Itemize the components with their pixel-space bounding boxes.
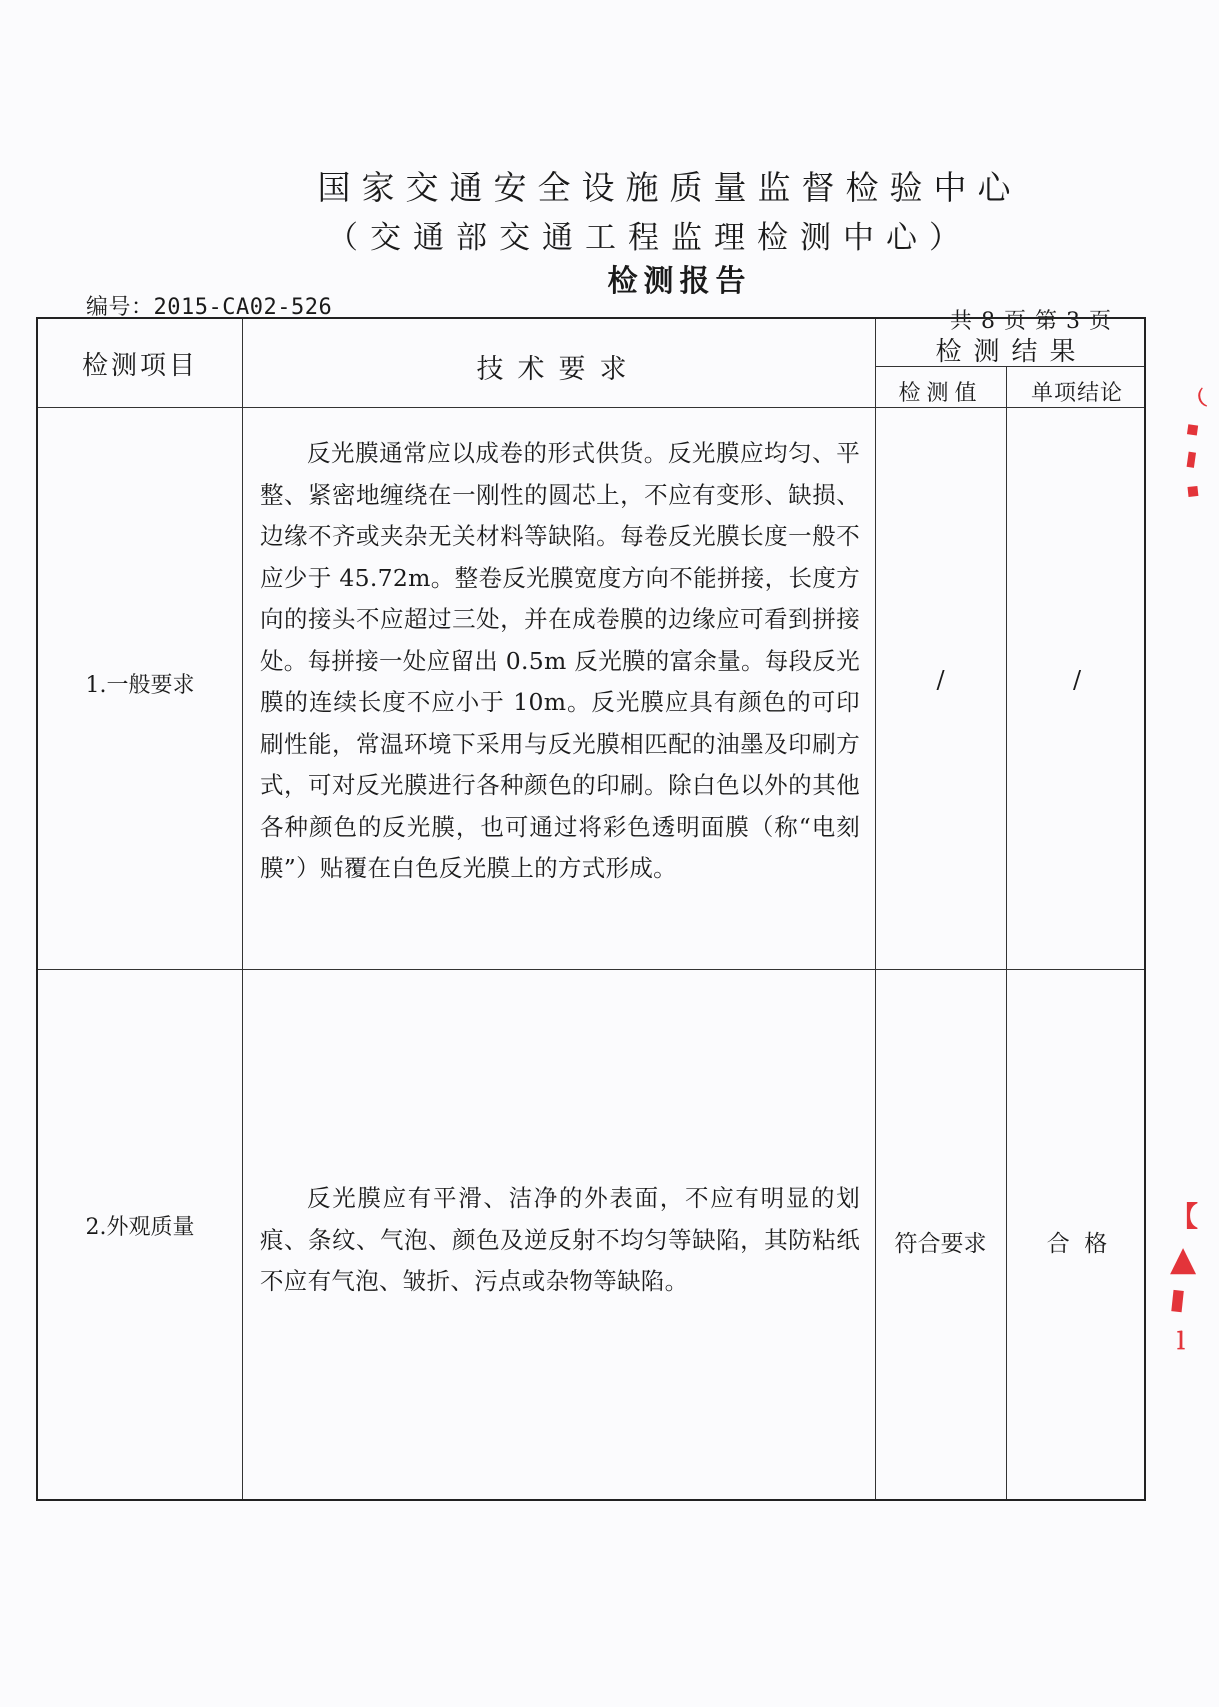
header-technical-requirements: 技术要求 xyxy=(476,354,641,385)
row-2-requirement: 反光膜应有平滑、洁净的外表面，不应有明显的划痕、条纹、气泡、颜色及逆反射不均匀等缺陷，其防粘纸不应有气泡、皱折、污点或杂物等缺陷。 xyxy=(260,1184,860,1295)
row-2-item: 2.外观质量 xyxy=(85,1215,195,1240)
row-divider xyxy=(38,407,1144,408)
row-1-value: / xyxy=(936,666,945,694)
inspection-table xyxy=(36,317,1146,1501)
seal-fragment-top: （ ▪ ▮ ▪ xyxy=(1183,385,1209,503)
organization-subtitle: （交通部交通工程监理检测中心） xyxy=(327,220,972,256)
header-measured-value: 检测值 xyxy=(898,381,983,406)
report-number: 编号：2015-CA02-526 xyxy=(86,295,333,320)
document-title: 检测报告 xyxy=(607,264,752,299)
header-test-results: 检测结果 xyxy=(935,337,1088,367)
row-1-conclusion: / xyxy=(1072,666,1082,694)
header-item-conclusion: 单项结论 xyxy=(1030,381,1123,406)
row-1-item: 1.一般要求 xyxy=(85,673,195,698)
col-divider xyxy=(242,319,243,1499)
row-2-value: 符合要求 xyxy=(894,1231,987,1257)
organization-title: 国家交通安全设施质量监督检验中心 xyxy=(317,168,1022,207)
col-divider xyxy=(1006,366,1007,1499)
page-indicator: 共 8 页 第 3 页 xyxy=(950,309,1112,334)
seal-fragment-bottom: 【 ▲ ▮ ｌ xyxy=(1168,1200,1199,1355)
row-2-conclusion: 合 格 xyxy=(1046,1231,1108,1257)
row-divider xyxy=(38,969,1144,970)
col-divider xyxy=(875,319,876,1499)
row-1-requirement: 反光膜通常应以成卷的形式供货。反光膜应均匀、平整、紧密地缠绕在一刚性的圆芯上，不应有变形、缺损、边缘不齐或夹杂无关材料等缺陷。每卷反光膜长度一般不应少于 45.72m。整卷反光膜宽度方向不能拼接，长度方向的接头不应超过三处，并在成卷膜的边缘应可看到拼接处。每拼接一处应留出 0.5m 反光膜的富余量。每段反光膜的连续长度不应小于 10m。反光膜应具有颜色的可印刷性能，常温环境下采用与反光膜相匹配的油墨及印刷方式，可对反光膜进行各种颜色的印刷。除白色以外的其他各种颜色的反光膜，也可通过将彩色透明面膜（称“电刻膜”）贴覆在白色反光膜上的方式形成。 xyxy=(260,439,860,882)
header-test-item: 检测项目 xyxy=(81,351,198,381)
